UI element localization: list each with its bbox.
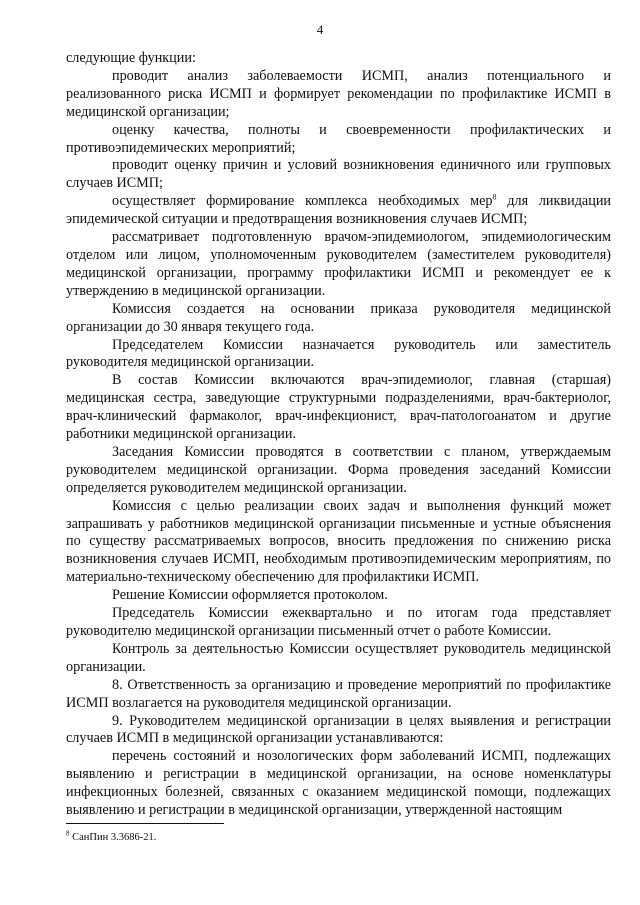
paragraph-composition: В состав Комиссии включаются врач-эпидемиолог, главная (старшая) медицинская сестра, заведующие структурными подразделениями, врач-бактериолог, врач-клинический фармаколог, врач-инфекционист, врач-патологоанатом и другие работники медицинской организации. [66,372,611,443]
paragraph-report: Председатель Комиссии ежеквартально и по итогам года представляет руководителю медицинской организации письменный отчет о работе Комиссии. [66,605,611,639]
footnote-reference: 8 [492,192,497,202]
paragraph-responsibility: 8. Ответственность за организацию и проведение мероприятий по профилактике ИСМП возлагается на руководителя медицинской организации. [66,676,611,711]
paragraph-quality-assessment: оценку качества, полноты и своевременности профилактических и противоэпидемических мероприятий; [66,121,611,156]
footnote-divider [66,823,224,824]
paragraph-meetings: Заседания Комиссии проводятся в соответствии с планом, утверждаемым руководителем медицинской организации. Форма проведения заседаний Комиссии определяется руководителем медицинской организации. [66,443,611,496]
paragraph-requests: Комиссия с целью реализации своих задач и выполнения функций может запрашивать у работников медицинской организации письменные и устные объяснения по существу рассматриваемых вопросов, вносить предложения по снижению риска возникновения случаев ИСМП, необходимым противоэпидемическим мероприятиям, по материально-техническому обеспечению для профилактики ИСМП. [66,497,611,586]
measures-text-end: для ликвидации эпидемической ситуации и предотвращения возникновения случаев ИСМП; [66,193,611,228]
paragraph-decision: Решение Комиссии оформляется протоколом. [112,587,388,604]
measures-text-start: осуществляет формирование комплекса необходимых мер [112,193,493,210]
paragraph-analysis: проводит анализ заболеваемости ИСМП, анализ потенциального и реализованного риска ИСМП и формирует рекомендации по профилактике ИСМП в медицинской организации; [66,67,611,120]
paragraph-chairman: Председателем Комиссии назначается руководитель или заместитель руководителя медицинской организации. [66,336,611,371]
paragraph-registration: 9. Руководителем медицинской организации в целях выявления и регистрации случаев ИСМП в медицинской организации устанавливаются: [66,712,611,747]
paragraph-control: Контроль за деятельностью Комиссии осуществляет руководитель медицинской организации. [66,640,611,675]
footnote [66,829,157,843]
paragraph-cause-assessment: проводит оценку причин и условий возникновения единичного или групповых случаев ИСМП; [66,157,611,192]
paragraph-program-review: рассматривает подготовленную врачом-эпидемиологом, эпидемиологическим отделом или лицом, уполномоченным руководителем (заместителем руководителя) медицинской организации, программу профилактики ИСМП и рекомендует ее к утверждению в медицинской организации. [66,229,611,299]
footnote-text: СанПин 3.3686-21. [69,832,157,843]
paragraph-measures [66,193,611,229]
document-body [66,50,611,820]
paragraph-list-of-conditions: перечень состояний и нозологических форм заболеваний ИСМП, подлежащих выявлению и регистрации в медицинской организации, на основе номенклатуры инфекционных болезней, связанных с оказанием медицинской помощи, подлежащих выявлению и регистрации в медицинской организации, утвержденной настоящим [66,748,611,819]
paragraph-functions-intro: следующие функции: [66,50,196,66]
paragraph-commission-creation: Комиссия создается на основании приказа руководителя медицинской организации до 30 января текущего года. [66,300,611,335]
footnote-marker: 8 [66,829,70,838]
page-number: 4 [316,22,324,37]
